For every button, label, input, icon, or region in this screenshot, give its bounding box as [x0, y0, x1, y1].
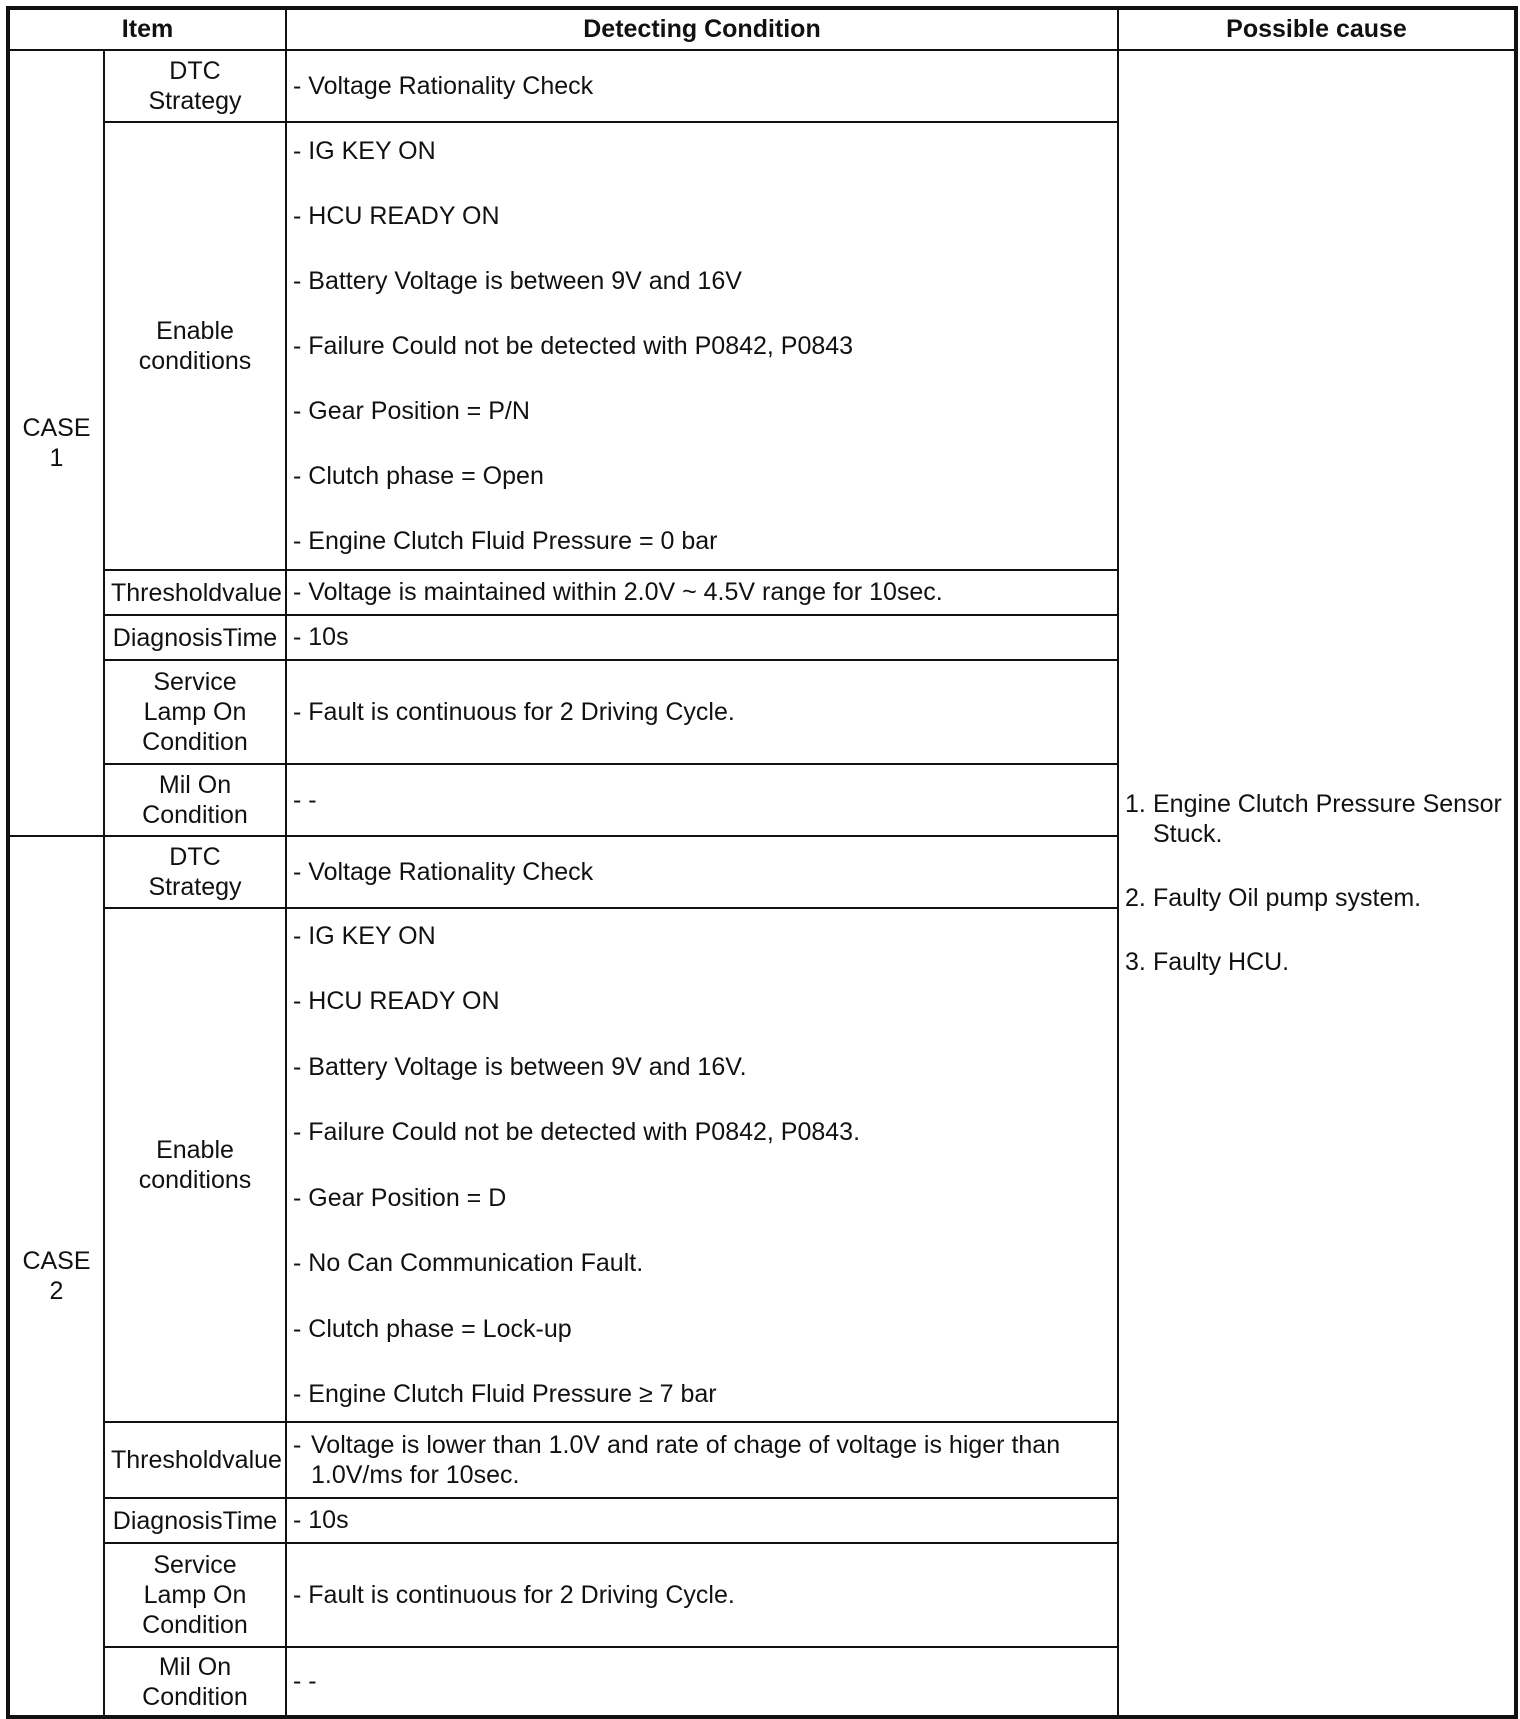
cause-text [1153, 789, 1502, 849]
case2-mil-value: - - [286, 1647, 1118, 1717]
case2-label-line2: 2 [49, 1277, 64, 1305]
condition-item: - Battery Voltage is between 9V and 16V. [293, 1052, 747, 1081]
label-line: DTC [169, 843, 221, 871]
cause-text-line: Engine Clutch Pressure Sensor [1153, 790, 1502, 818]
label-line: Condition [142, 801, 248, 829]
condition-item: - IG KEY ON [293, 922, 436, 950]
case1-dtc-row [8, 50, 1516, 122]
case2-dtc-strategy-label [104, 836, 286, 908]
case2-dtc-strategy-value: - Voltage Rationality Check [286, 836, 1118, 908]
case1-enable-conditions [286, 122, 1118, 570]
case1-diagnosis-time-label: DiagnosisTime [104, 615, 286, 660]
case2-label [8, 836, 104, 1717]
case1-mil-value: - - [286, 764, 1118, 836]
case1-threshold-value: - Voltage is maintained within 2.0V ~ 4.5V range for 10sec. [286, 570, 1118, 615]
label-line: Service [153, 1551, 237, 1579]
label-line: conditions [138, 1166, 252, 1194]
condition-item: - Gear Position = D [293, 1183, 507, 1212]
header-possible-cause: Possible cause [1118, 8, 1516, 50]
case1-diagnosis-time-value: - 10s [286, 615, 1118, 660]
condition-item: - No Can Communication Fault. [293, 1249, 644, 1278]
condition-item: - Clutch phase = Lock-up [293, 1314, 572, 1343]
possible-causes-cell [1118, 50, 1516, 1717]
condition-item: - Engine Clutch Fluid Pressure ≥ 7 bar [293, 1379, 717, 1408]
condition-item: - Failure Could not be detected with P0842, P0843. [293, 1118, 861, 1147]
case1-mil-label [104, 764, 286, 836]
case1-label-line2: 1 [49, 444, 64, 472]
possible-causes-list [1125, 789, 1508, 977]
condition-item: - Battery Voltage is between 9V and 16V [293, 267, 742, 295]
case1-threshold-label: Thresholdvalue [104, 570, 286, 615]
case2-service-lamp-value: - Fault is continuous for 2 Driving Cycle. [286, 1543, 1118, 1647]
label-line: Condition [142, 1682, 248, 1711]
condition-item: - Clutch phase = Open [293, 462, 544, 490]
case1-dtc-strategy-value: - Voltage Rationality Check [286, 50, 1118, 122]
label-line: Lamp On [143, 698, 247, 726]
case1-enable-list [293, 136, 1111, 556]
case2-enable-label [104, 908, 286, 1422]
case1-service-lamp-value: - Fault is continuous for 2 Driving Cycle. [286, 660, 1118, 764]
condition-item: - IG KEY ON [293, 137, 436, 165]
condition-item: - Failure Could not be detected with P0842, P0843 [293, 332, 854, 360]
condition-item: - HCU READY ON [293, 202, 500, 230]
label-line: Mil On [158, 771, 232, 799]
cause-text-line: Stuck. [1153, 820, 1223, 848]
case2-enable-conditions [286, 908, 1118, 1422]
label-line: Strategy [148, 873, 242, 901]
threshold-lines [311, 1430, 1060, 1490]
cause-number: 1. [1125, 790, 1146, 818]
case1-label [8, 50, 104, 836]
case1-label-line1: CASE [22, 414, 91, 442]
cause-text-line: Faulty HCU. [1153, 948, 1290, 976]
cause-text-line: Faulty Oil pump system. [1153, 884, 1422, 912]
header-item: Item [8, 8, 286, 50]
case2-enable-list [293, 921, 1111, 1409]
label-line: Condition [142, 1611, 248, 1639]
case2-threshold-label: Thresholdvalue [104, 1422, 286, 1498]
case2-diagnosis-time-label: DiagnosisTime [104, 1498, 286, 1543]
threshold-text [293, 1430, 1111, 1490]
header-row [8, 8, 1516, 50]
condition-item: - HCU READY ON [293, 987, 500, 1016]
case2-diagnosis-time-value: - 10s [286, 1498, 1118, 1543]
label-line: Condition [142, 728, 248, 756]
case2-service-lamp-label [104, 1543, 286, 1647]
label-line: DTC [169, 57, 221, 85]
threshold-line: Voltage is lower than 1.0V and rate of chage of voltage is higer than [311, 1431, 1061, 1459]
condition-item: - Gear Position = P/N [293, 397, 530, 425]
case2-threshold-value [286, 1422, 1118, 1498]
case2-label-line1: CASE [22, 1247, 91, 1275]
label-line: Mil On [158, 1652, 232, 1681]
case1-enable-label [104, 122, 286, 570]
cause-item [1125, 789, 1508, 849]
label-line: Lamp On [143, 1581, 247, 1609]
label-line: Enable [156, 317, 234, 345]
label-line: Enable [156, 1136, 234, 1164]
condition-item: - Engine Clutch Fluid Pressure = 0 bar [293, 527, 718, 555]
threshold-line: 1.0V/ms for 10sec. [311, 1461, 520, 1489]
case2-mil-label [104, 1647, 286, 1717]
label-line: Strategy [148, 87, 242, 115]
cause-item [1125, 883, 1508, 913]
cause-item [1125, 947, 1508, 977]
case1-dtc-strategy-label [104, 50, 286, 122]
cause-number: 3. [1125, 948, 1146, 976]
label-line: Service [153, 668, 237, 696]
label-line: conditions [138, 347, 252, 375]
threshold-dash: - [293, 1431, 302, 1459]
dtc-detecting-table [6, 6, 1518, 1719]
cause-number: 2. [1125, 884, 1146, 912]
header-detecting-condition: Detecting Condition [286, 8, 1118, 50]
case1-service-lamp-label [104, 660, 286, 764]
